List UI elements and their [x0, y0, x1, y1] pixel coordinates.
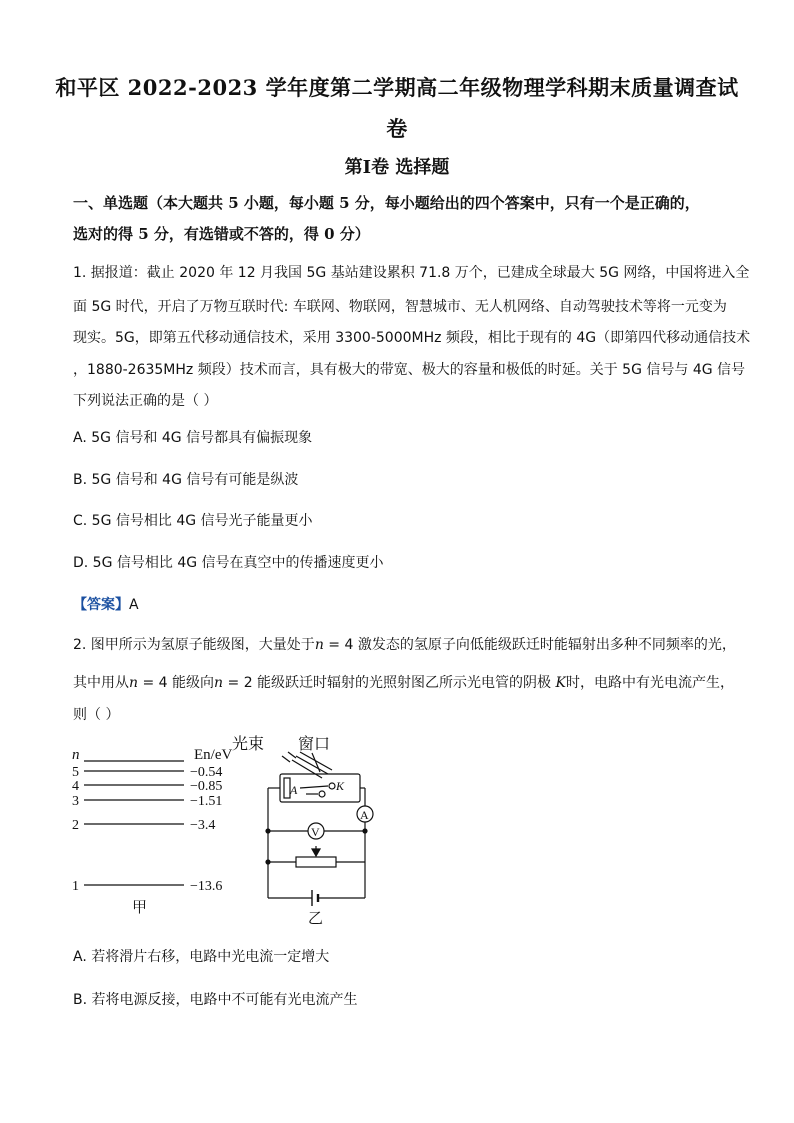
q2-figure [60, 728, 400, 928]
q1-option-b: B. 5G 信号和 4G 信号有可能是纵波 [73, 472, 299, 488]
photocell-circuit [232, 735, 373, 927]
ammeter-label: A [360, 808, 369, 822]
level-5-n: 5 [72, 765, 79, 780]
q2-stem-line2 [73, 672, 734, 692]
cathode-label: K [336, 779, 345, 793]
window-label: 窗口 [298, 736, 331, 753]
q2-stem-line1 [73, 634, 736, 654]
answer-tag: 【答案】 [73, 597, 129, 613]
answer-value: A [129, 597, 139, 613]
level-5-energy: −0.54 [190, 765, 223, 780]
instructions-line1: 一、单选题（本大题共 5 小题，每小题 5 分，每小题给出的四个答案中，只有一个是正确的， [73, 194, 700, 212]
q1-option-d: D. 5G 信号相比 4G 信号在真空中的传播速度更小 [73, 555, 384, 571]
caption-yi: 乙 [308, 911, 324, 927]
q2-text: 其中用从 [73, 675, 129, 691]
light-source-tube [288, 752, 296, 758]
q1-stem-line4: ，1880-2635MHz 频段）技术而言，具有极大的带宽、极大的容量和极低的时延。关于 5G 信号与 4G 信号 [73, 362, 746, 378]
junction [266, 829, 270, 833]
document-title-line2: 卷 [386, 116, 408, 141]
electron-path [300, 786, 328, 788]
q1-option-c: C. 5G 信号相比 4G 信号光子能量更小 [73, 513, 313, 529]
energy-axis-label: En/eV [194, 747, 233, 763]
q1-stem-line3: 现实。5G，即第五代移动通信技术，采用 3300-5000MHz 频段，相比于现有的 4G（即第四代移动通信技术 [73, 330, 751, 346]
level-4-energy: −0.85 [190, 779, 223, 794]
q1-stem-line2: 面 5G 时代，开启了万物互联时代: 车联网、物联网，智慧城市、无人机网络、自动驾驶技术等将一元变为 [73, 299, 727, 315]
level-4-n: 4 [72, 779, 79, 794]
level-3-energy: −1.51 [190, 794, 223, 809]
q2-var-n: n [314, 637, 324, 653]
level-3-n: 3 [72, 794, 79, 809]
instructions-line2: 选对的得 5 分，有选错或不答的，得 0 分） [73, 225, 370, 243]
rheostat-slider [312, 849, 320, 856]
q2-text: = 4 激发态的氢原子向低能级跃迁时能辐射出多种不同频率的光， [323, 637, 736, 653]
rheostat [296, 857, 336, 867]
level-1-energy: −13.6 [190, 879, 223, 894]
q1-answer [73, 594, 139, 614]
q2-option-a: A. 若将滑片右移，电路中光电流一定增大 [73, 949, 330, 965]
q2-text: 时，电路中有光电流产生， [565, 675, 734, 691]
q2-stem-line3: 则（ ） [73, 707, 120, 723]
anode-label: A [290, 783, 298, 797]
voltmeter-label: V [311, 825, 320, 839]
section-title: 第Ⅰ卷 选择题 [344, 157, 450, 178]
junction [266, 860, 270, 864]
q1-stem-line1: 1. 据报道：截止 2020 年 12 月我国 5G 基站建设累积 71.8 万个，已建成全球最大 5G 网络，中国将进入全 [73, 265, 750, 281]
electron [329, 783, 335, 789]
light-beam-label: 光束 [232, 736, 265, 753]
junction [363, 829, 367, 833]
level-2-energy: −3.4 [190, 818, 216, 833]
q2-option-b: B. 若将电源反接，电路中不可能有光电流产生 [73, 992, 358, 1008]
level-1-n: 1 [72, 879, 79, 894]
document-title-line1: 和平区 2022-2023 学年度第二学期高二年级物理学科期末质量调查试 [55, 75, 739, 100]
n-axis-label: n [72, 747, 80, 763]
level-2-n: 2 [72, 818, 79, 833]
q2-var-k: K [555, 675, 566, 691]
caption-jia: 甲 [132, 900, 148, 916]
light-source-tube [282, 756, 290, 762]
q1-option-a: A. 5G 信号和 4G 信号都具有偏振现象 [73, 430, 313, 446]
q1-stem-line5: 下列说法正确的是（ ） [73, 393, 218, 409]
electron [319, 791, 325, 797]
q2-text: 2. 图甲所示为氢原子能级图，大量处于 [73, 637, 315, 653]
energy-level-diagram [72, 747, 232, 916]
q2-text: = 2 能级跃迁时辐射的光照射图乙所示光电管的阴极 [223, 675, 556, 691]
q2-text: = 4 能级向 [138, 675, 215, 691]
q2-var-n: n [214, 675, 224, 691]
q2-var-n: n [129, 675, 139, 691]
